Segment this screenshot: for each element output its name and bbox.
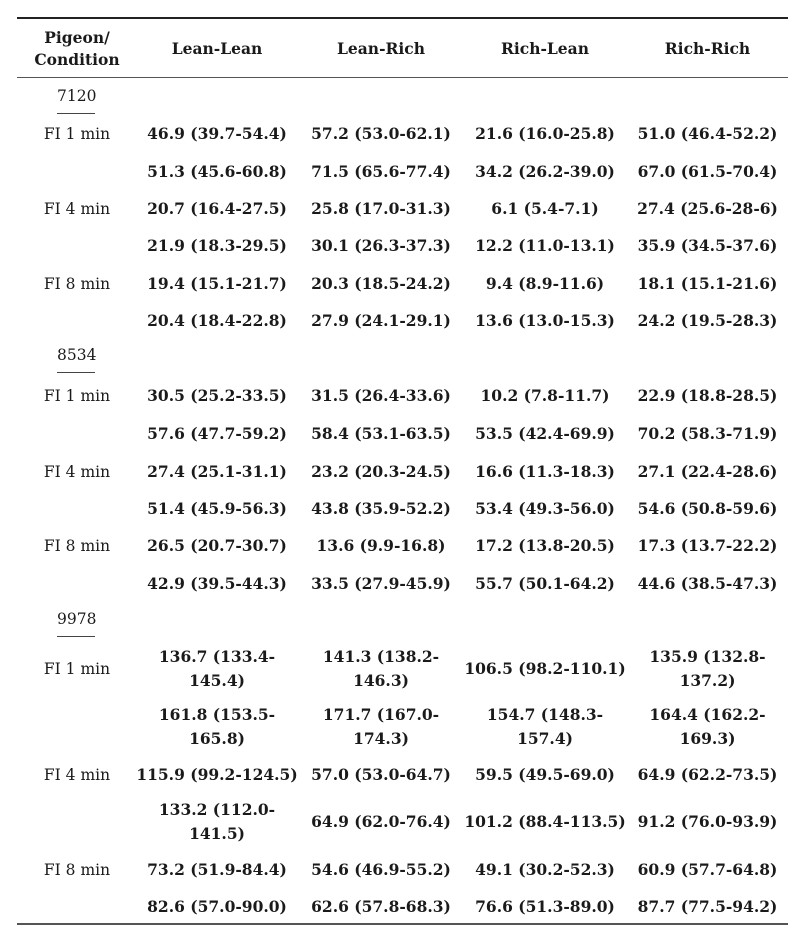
header-rule [17, 77, 788, 78]
condition-label: FI 8 min [43, 537, 111, 555]
table-cell: 16.6 (11.3-18.3) [475, 462, 615, 481]
table-cell: 141.3 (138.2- 146.3) [322, 647, 440, 690]
table-cell: 17.3 (13.7-22.2) [637, 536, 778, 555]
table-cell: 24.2 (19.5-28.3) [637, 311, 778, 330]
table-cell: 59.5 (49.5-69.0) [475, 765, 615, 784]
table-cell: 23.2 (20.3-24.5) [311, 462, 451, 481]
condition-label: FI 1 min [43, 125, 111, 143]
table-cell: 30.1 (26.3-37.3) [311, 236, 451, 255]
table-cell: 54.6 (50.8-59.6) [637, 499, 778, 518]
table-cell: 22.9 (18.8-28.5) [637, 386, 778, 405]
table-cell: 33.5 (27.9-45.9) [311, 574, 451, 593]
table-cell: 27.1 (22.4-28.6) [637, 462, 778, 481]
table-cell: 71.5 (65.6-77.4) [311, 162, 451, 181]
table-cell: 101.2 (88.4-113.5) [464, 812, 626, 831]
table-cell: 49.1 (30.2-52.3) [475, 860, 615, 879]
table-cell: 6.1 (5.4-7.1) [491, 199, 599, 218]
table-cell: 21.9 (18.3-29.5) [147, 236, 287, 255]
table-cell: 135.9 (132.8- 137.2) [649, 647, 766, 690]
table-cell: 57.6 (47.7-59.2) [147, 424, 287, 443]
header-pigeon-condition: Pigeon/ Condition [34, 28, 120, 69]
table-cell: 35.9 (34.5-37.6) [637, 236, 778, 255]
table-cell: 57.2 (53.0-62.1) [311, 124, 451, 143]
table-cell: 53.4 (49.3-56.0) [475, 499, 615, 518]
table-cell: 30.5 (25.2-33.5) [147, 386, 287, 405]
header-lean-lean: Lean-Lean [171, 39, 263, 58]
table-bottom-rule [17, 923, 788, 925]
table-cell: 27.4 (25.6-28-6) [637, 199, 778, 218]
table-cell: 13.6 (9.9-16.8) [316, 536, 446, 555]
table-cell: 171.7 (167.0- 174.3) [322, 705, 440, 748]
table-cell: 17.2 (13.8-20.5) [475, 536, 615, 555]
table-cell: 26.5 (20.7-30.7) [147, 536, 287, 555]
table-cell: 20.3 (18.5-24.2) [311, 274, 451, 293]
table-cell: 60.9 (57.7-64.8) [637, 860, 778, 879]
header-lean-rich: Lean-Rich [337, 39, 425, 58]
header-rich-lean: Rich-Lean [501, 39, 589, 58]
pigeon-id-8534: 8534 [57, 346, 97, 364]
table-cell: 106.5 (98.2-110.1) [464, 659, 626, 678]
table-cell: 154.7 (148.3- 157.4) [486, 705, 604, 748]
table-cell: 133.2 (112.0- 141.5) [158, 800, 276, 843]
pigeon-id-underline [57, 372, 95, 373]
table-cell: 70.2 (58.3-71.9) [637, 424, 778, 443]
table-cell: 62.6 (57.8-68.3) [311, 897, 451, 916]
table-cell: 73.2 (51.9-84.4) [147, 860, 287, 879]
table-cell: 54.6 (46.9-55.2) [311, 860, 451, 879]
pigeon-id-underline [57, 636, 95, 637]
pigeon-id-9978: 9978 [57, 610, 97, 628]
table-cell: 42.9 (39.5-44.3) [147, 574, 287, 593]
condition-label: FI 8 min [43, 861, 111, 879]
table-top-rule [17, 17, 788, 19]
table-cell: 44.6 (38.5-47.3) [637, 574, 778, 593]
table-cell: 57.0 (53.0-64.7) [311, 765, 451, 784]
table-cell: 136.7 (133.4- 145.4) [158, 647, 276, 690]
table-cell: 27.9 (24.1-29.1) [311, 311, 451, 330]
table-cell: 20.7 (16.4-27.5) [147, 199, 287, 218]
table-cell: 20.4 (18.4-22.8) [147, 311, 287, 330]
table-cell: 64.9 (62.2-73.5) [637, 765, 778, 784]
table-cell: 31.5 (26.4-33.6) [311, 386, 451, 405]
table-cell: 12.2 (11.0-13.1) [475, 236, 615, 255]
table-cell: 53.5 (42.4-69.9) [475, 424, 615, 443]
condition-label: FI 4 min [43, 463, 111, 481]
table-cell: 21.6 (16.0-25.8) [475, 124, 615, 143]
table-cell: 34.2 (26.2-39.0) [475, 162, 615, 181]
table-cell: 27.4 (25.1-31.1) [147, 462, 287, 481]
condition-label: FI 1 min [43, 660, 111, 678]
table-cell: 10.2 (7.8-11.7) [480, 386, 610, 405]
table-cell: 161.8 (153.5- 165.8) [158, 705, 276, 748]
condition-label: FI 4 min [43, 200, 111, 218]
header-rich-rich: Rich-Rich [664, 39, 751, 58]
table-cell: 51.0 (46.4-52.2) [637, 124, 778, 143]
table-cell: 67.0 (61.5-70.4) [637, 162, 778, 181]
pigeon-id-underline [57, 113, 95, 114]
table-cell: 25.8 (17.0-31.3) [311, 199, 451, 218]
table-cell: 164.4 (162.2- 169.3) [649, 705, 766, 748]
table-cell: 76.6 (51.3-89.0) [475, 897, 615, 916]
table-cell: 9.4 (8.9-11.6) [485, 274, 605, 293]
table-cell: 51.3 (45.6-60.8) [147, 162, 287, 181]
table-cell: 55.7 (50.1-64.2) [475, 574, 615, 593]
table-cell: 58.4 (53.1-63.5) [311, 424, 451, 443]
table-cell: 115.9 (99.2-124.5) [136, 765, 298, 784]
condition-label: FI 1 min [43, 387, 111, 405]
condition-label: FI 4 min [43, 766, 111, 784]
condition-label: FI 8 min [43, 275, 111, 293]
table-cell: 64.9 (62.0-76.4) [311, 812, 451, 831]
table-cell: 91.2 (76.0-93.9) [637, 812, 778, 831]
table-cell: 18.1 (15.1-21.6) [637, 274, 778, 293]
table-cell: 46.9 (39.7-54.4) [147, 124, 287, 143]
table-cell: 13.6 (13.0-15.3) [475, 311, 615, 330]
pigeon-id-7120: 7120 [57, 87, 97, 105]
table-cell: 19.4 (15.1-21.7) [147, 274, 287, 293]
table-cell: 82.6 (57.0-90.0) [147, 897, 287, 916]
table-cell: 87.7 (77.5-94.2) [637, 897, 778, 916]
table-cell: 43.8 (35.9-52.2) [311, 499, 451, 518]
table-cell: 51.4 (45.9-56.3) [147, 499, 287, 518]
